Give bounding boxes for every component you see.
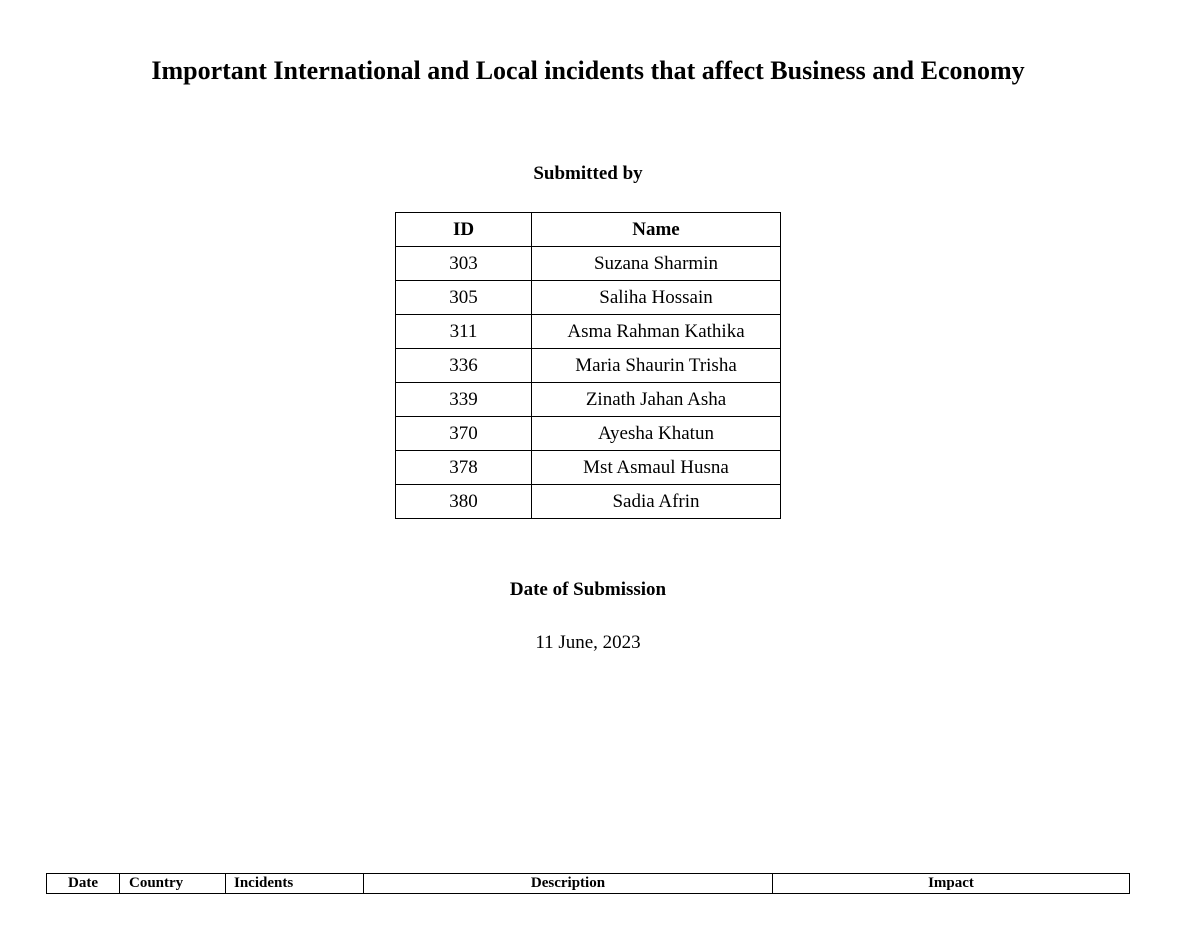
members-table-header-row: [396, 213, 781, 247]
table-row: [396, 383, 781, 417]
incidents-header-description: Description: [364, 874, 773, 894]
member-name: Sadia Afrin: [532, 485, 781, 519]
incidents-header-date: Date: [47, 874, 120, 894]
member-name: Mst Asmaul Husna: [532, 451, 781, 485]
member-id: 339: [396, 383, 532, 417]
table-row: [396, 417, 781, 451]
incidents-table: [46, 873, 1130, 894]
member-name: Ayesha Khatun: [532, 417, 781, 451]
member-id: 370: [396, 417, 532, 451]
member-name: Asma Rahman Kathika: [532, 315, 781, 349]
member-name: Maria Shaurin Trisha: [532, 349, 781, 383]
incidents-header-incidents: Incidents: [226, 874, 364, 894]
table-row: [396, 315, 781, 349]
date-of-submission-heading: Date of Submission: [509, 579, 667, 600]
member-name: Saliha Hossain: [532, 281, 781, 315]
member-name: Suzana Sharmin: [532, 247, 781, 281]
member-id: 311: [396, 315, 532, 349]
member-id: 378: [396, 451, 532, 485]
member-id: 305: [396, 281, 532, 315]
members-table: [395, 212, 781, 519]
members-header-name: Name: [532, 213, 781, 247]
incidents-header-country: Country: [120, 874, 226, 894]
incidents-header-impact: Impact: [773, 874, 1130, 894]
member-name: Zinath Jahan Asha: [532, 383, 781, 417]
members-header-id: ID: [396, 213, 532, 247]
table-row: [396, 247, 781, 281]
table-row: [396, 349, 781, 383]
member-id: 303: [396, 247, 532, 281]
submission-date: 11 June, 2023: [535, 632, 641, 653]
incidents-table-header-row: [47, 874, 1130, 894]
table-row: [396, 485, 781, 519]
table-row: [396, 281, 781, 315]
submitted-by-heading: Submitted by: [533, 163, 643, 184]
table-row: [396, 451, 781, 485]
member-id: 336: [396, 349, 532, 383]
page-title: Important International and Local incidents that affect Business and Economy: [151, 56, 1025, 85]
member-id: 380: [396, 485, 532, 519]
